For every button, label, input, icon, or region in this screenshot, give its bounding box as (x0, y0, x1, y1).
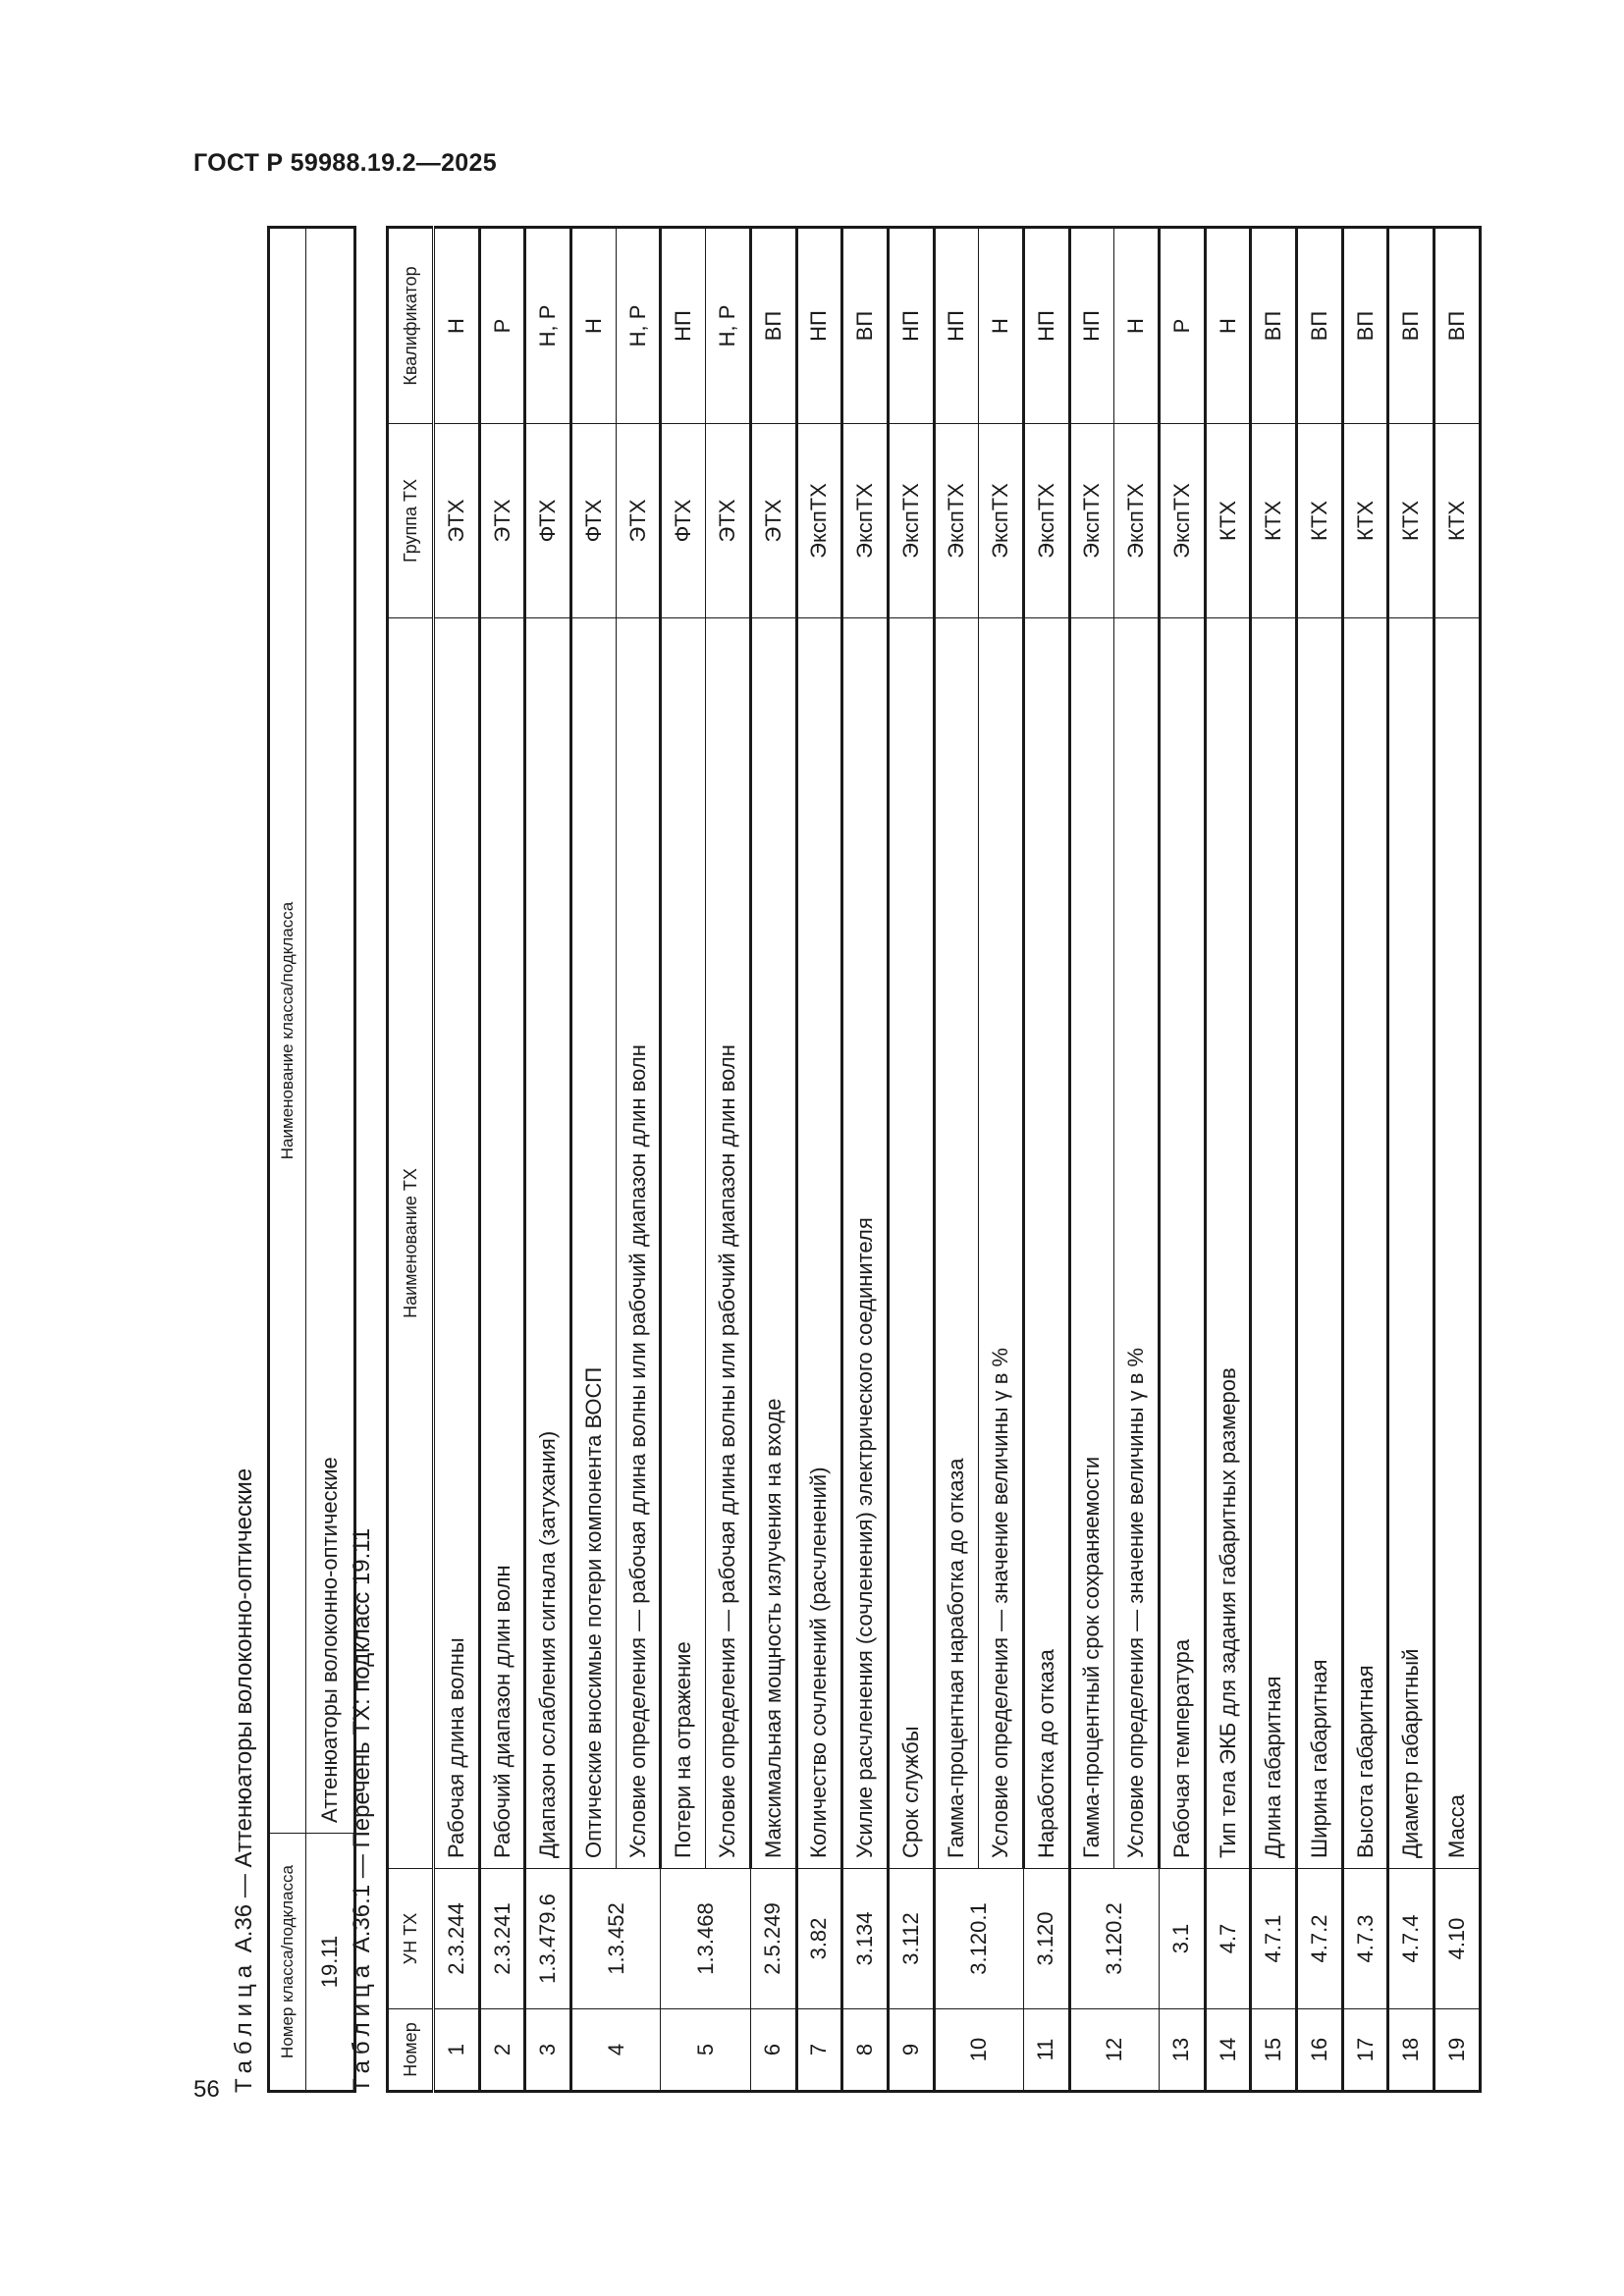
table-row (571, 228, 617, 2092)
cell-un: 2.3.241 (479, 1869, 525, 2009)
cell-qualifier: Н (979, 228, 1024, 424)
cell-name: Высота габаритная (1342, 618, 1388, 1869)
cell-un: 3.134 (842, 1869, 889, 2009)
column-header-qualifier: Квалификатор (388, 228, 434, 424)
cell-qualifier: НП (888, 228, 934, 424)
cell-number: 13 (1160, 2009, 1206, 2092)
table-row (706, 228, 751, 2092)
table-row (1388, 228, 1435, 2092)
table-a36-caption (231, 1468, 258, 2093)
cell-qualifier: Н (1114, 228, 1160, 424)
column-header-class-number: Номер класса/подкласса (269, 1834, 306, 2092)
cell-qualifier: Р (1160, 228, 1206, 424)
table-row (842, 228, 889, 2092)
cell-name: Максимальная мощность излучения на входе (750, 618, 796, 1869)
cell-name: Количество сочленений (расчленений) (796, 618, 842, 1869)
cell-un: 3.112 (888, 1869, 934, 2009)
table-a361 (386, 226, 1482, 2093)
cell-un: 1.3.479.6 (525, 1869, 571, 2009)
cell-name: Диапазон ослабления сигнала (затухания) (525, 618, 571, 1869)
table-row (1205, 228, 1251, 2092)
caption-text: А.36 — Аттенюаторы волоконно-оптические (231, 1468, 257, 1953)
cell-group: КТХ (1205, 424, 1251, 618)
cell-group: ЭТХ (479, 424, 525, 618)
page-number: 56 (193, 2076, 220, 2103)
caption-prefix: Таблица (349, 1958, 375, 2093)
cell-group: ЭкспТХ (934, 424, 979, 618)
cell-group: ЭТХ (706, 424, 751, 618)
table-body (434, 228, 1481, 2092)
cell-name: Масса (1435, 618, 1481, 1869)
cell-group: ЭкспТХ (842, 424, 889, 618)
cell-group: ЭТХ (750, 424, 796, 618)
cell-number: 18 (1388, 2009, 1435, 2092)
caption-text: А.36.1 — Перечень ТХ: подкласс 19.11 (349, 1527, 375, 1953)
cell-name: Условие определения — рабочая длина волны или рабочий диапазон длин волн (706, 618, 751, 1869)
class-number: 19.11 (306, 1834, 355, 2092)
table-row (796, 228, 842, 2092)
cell-number: 19 (1435, 2009, 1481, 2092)
cell-name: Ширина габаритная (1297, 618, 1343, 1869)
cell-qualifier: Н, Р (706, 228, 751, 424)
table-row (616, 228, 661, 2092)
cell-qualifier: НП (1023, 228, 1069, 424)
cell-name: Диаметр габаритный (1388, 618, 1435, 1869)
cell-number: 5 (661, 2009, 750, 2092)
cell-un: 3.120.1 (934, 1869, 1023, 2009)
cell-qualifier: НП (934, 228, 979, 424)
cell-name: Гамма-процентная наработка до отказа (934, 618, 979, 1869)
cell-group: КТХ (1297, 424, 1343, 618)
cell-number: 12 (1069, 2009, 1159, 2092)
cell-group: ЭкспТХ (796, 424, 842, 618)
cell-un: 4.7.4 (1388, 1869, 1435, 2009)
cell-name: Усилие расчленения (сочленения) электрического соединителя (842, 618, 889, 1869)
cell-un: 1.3.468 (661, 1869, 750, 2009)
cell-number: 10 (934, 2009, 1023, 2092)
cell-number: 7 (796, 2009, 842, 2092)
table-a36 (267, 226, 356, 2093)
table-row (661, 228, 706, 2092)
cell-qualifier: Н (434, 228, 480, 424)
table-row (1114, 228, 1160, 2092)
table-row (1342, 228, 1388, 2092)
cell-number: 17 (1342, 2009, 1388, 2092)
table-row (888, 228, 934, 2092)
class-name: Аттенюаторы волоконно-оптические (306, 228, 355, 1834)
column-header-class-name: Наименование класса/подкласса (269, 228, 306, 1834)
cell-number: 11 (1023, 2009, 1069, 2092)
cell-number: 4 (571, 2009, 661, 2092)
cell-group: КТХ (1435, 424, 1481, 618)
cell-group: ЭкспТХ (1069, 424, 1114, 618)
caption-prefix: Таблица (231, 1958, 257, 2093)
document-header: ГОСТ Р 59988.19.2—2025 (193, 149, 497, 177)
cell-name: Рабочая длина волны (434, 618, 480, 1869)
cell-un: 3.1 (1160, 1869, 1206, 2009)
cell-number: 16 (1297, 2009, 1343, 2092)
cell-number: 9 (888, 2009, 934, 2092)
cell-un: 2.5.249 (750, 1869, 796, 2009)
table-row (979, 228, 1024, 2092)
table-row (479, 228, 525, 2092)
cell-group: ФТХ (525, 424, 571, 618)
cell-name: Условие определения — значение величины γ в % (979, 618, 1024, 1869)
cell-qualifier: НП (1069, 228, 1114, 424)
cell-qualifier: ВП (842, 228, 889, 424)
table-a361-caption (349, 1528, 376, 2093)
cell-number: 14 (1205, 2009, 1251, 2092)
cell-un: 3.120.2 (1069, 1869, 1159, 2009)
column-header-number: Номер (388, 2009, 434, 2092)
table-row (434, 228, 480, 2092)
cell-qualifier: ВП (1388, 228, 1435, 424)
cell-number: 15 (1251, 2009, 1297, 2092)
cell-qualifier: НП (661, 228, 706, 424)
cell-qualifier: Н, Р (525, 228, 571, 424)
cell-qualifier: ВП (1251, 228, 1297, 424)
table-row (1160, 228, 1206, 2092)
cell-un: 4.7.2 (1297, 1869, 1343, 2009)
table-row (1069, 228, 1114, 2092)
rotated-content (231, 226, 1488, 2093)
cell-group: ФТХ (661, 424, 706, 618)
table-row (1023, 228, 1069, 2092)
cell-name: Гамма-процентный срок сохраняемости (1069, 618, 1114, 1869)
cell-qualifier: ВП (750, 228, 796, 424)
table-row (1297, 228, 1343, 2092)
table-row (934, 228, 979, 2092)
cell-number: 1 (434, 2009, 480, 2092)
cell-number: 6 (750, 2009, 796, 2092)
cell-group: ЭкспТХ (1160, 424, 1206, 618)
cell-qualifier: Н (1205, 228, 1251, 424)
cell-group: ЭкспТХ (1114, 424, 1160, 618)
cell-group: КТХ (1251, 424, 1297, 618)
cell-qualifier: НП (796, 228, 842, 424)
cell-un: 3.82 (796, 1869, 842, 2009)
cell-group: КТХ (1342, 424, 1388, 618)
cell-name: Условие определения — рабочая длина волны или рабочий диапазон длин волн (616, 618, 661, 1869)
cell-group: ЭТХ (434, 424, 480, 618)
cell-name: Тип тела ЭКБ для задания габаритных размеров (1205, 618, 1251, 1869)
cell-name: Наработка до отказа (1023, 618, 1069, 1869)
cell-un: 4.10 (1435, 1869, 1481, 2009)
cell-un: 1.3.452 (571, 1869, 661, 2009)
cell-qualifier: Р (479, 228, 525, 424)
cell-qualifier: ВП (1342, 228, 1388, 424)
cell-un: 4.7.1 (1251, 1869, 1297, 2009)
column-header-name: Наименование ТХ (388, 618, 434, 1869)
cell-name: Оптические вносимые потери компонента ВОСП (571, 618, 617, 1869)
table-row (1435, 228, 1481, 2092)
cell-un: 4.7 (1205, 1869, 1251, 2009)
cell-number: 3 (525, 2009, 571, 2092)
cell-group: ЭкспТХ (979, 424, 1024, 618)
cell-qualifier: ВП (1297, 228, 1343, 424)
cell-un: 3.120 (1023, 1869, 1069, 2009)
cell-name: Рабочая температура (1160, 618, 1206, 1869)
cell-group: ЭкспТХ (888, 424, 934, 618)
cell-un: 4.7.3 (1342, 1869, 1388, 2009)
cell-number: 2 (479, 2009, 525, 2092)
table-row (750, 228, 796, 2092)
column-header-un: УН ТХ (388, 1869, 434, 2009)
cell-group: КТХ (1388, 424, 1435, 618)
cell-number: 8 (842, 2009, 889, 2092)
cell-group: ЭкспТХ (1023, 424, 1069, 618)
cell-group: ФТХ (571, 424, 617, 618)
cell-un: 2.3.244 (434, 1869, 480, 2009)
table-row (525, 228, 571, 2092)
cell-qualifier: Н, Р (616, 228, 661, 424)
table-row (1251, 228, 1297, 2092)
table-header-row (388, 228, 434, 2092)
cell-name: Потери на отражение (661, 618, 706, 1869)
cell-name: Рабочий диапазон длин волн (479, 618, 525, 1869)
cell-name: Длина габаритная (1251, 618, 1297, 1869)
cell-name: Срок службы (888, 618, 934, 1869)
cell-name: Условие определения — значение величины γ в % (1114, 618, 1160, 1869)
cell-group: ЭТХ (616, 424, 661, 618)
column-header-group: Группа ТХ (388, 424, 434, 618)
cell-qualifier: Н (571, 228, 617, 424)
cell-qualifier: ВП (1435, 228, 1481, 424)
